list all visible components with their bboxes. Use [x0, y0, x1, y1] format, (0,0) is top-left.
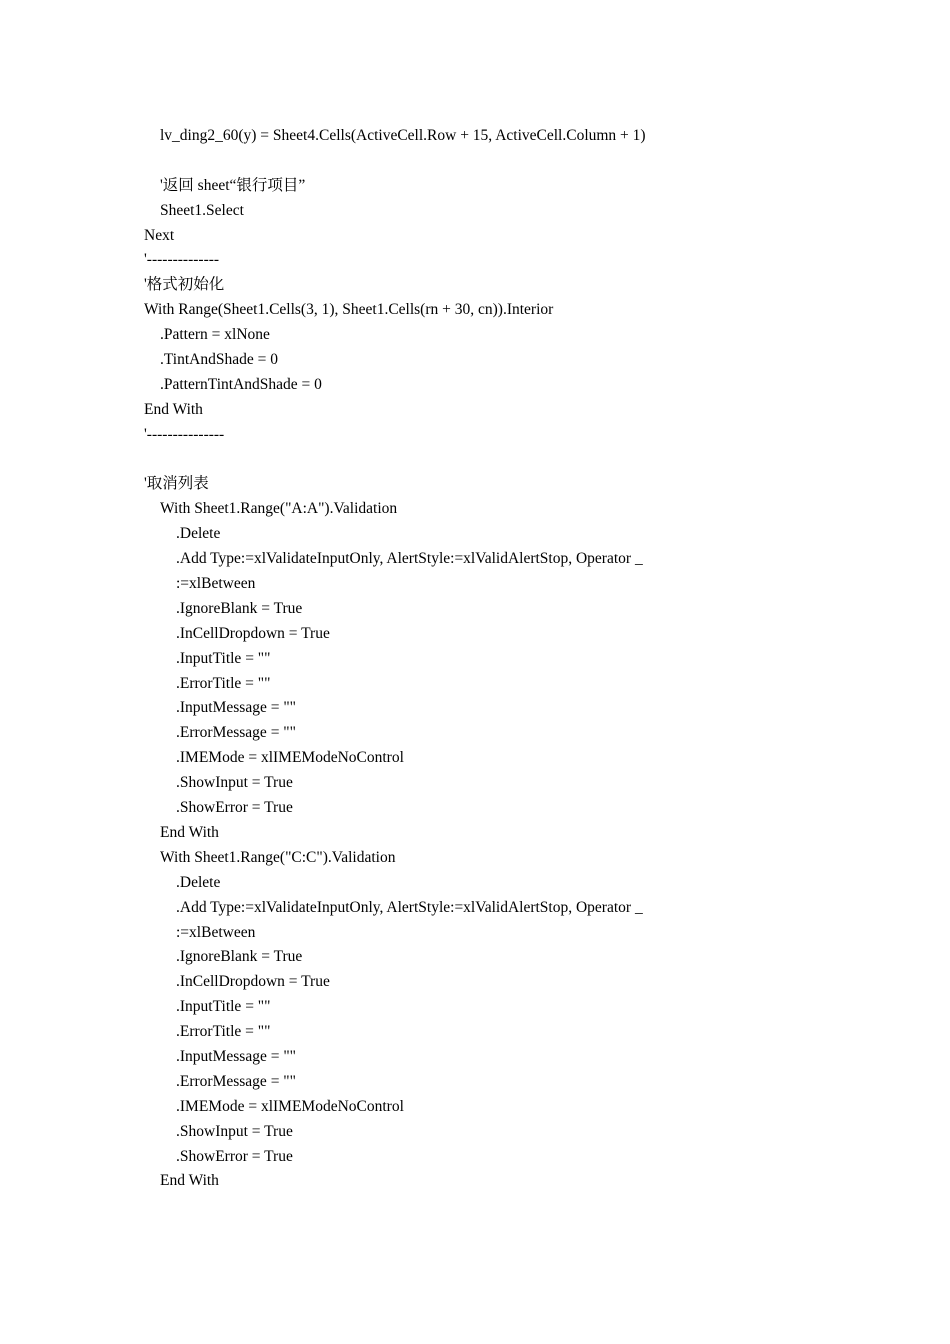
code-line: .InputMessage = ""	[176, 1047, 296, 1065]
code-line: .IMEMode = xlIMEModeNoControl	[176, 1097, 404, 1115]
code-line: '---------------	[144, 425, 225, 443]
code-line: .Add Type:=xlValidateInputOnly, AlertStyle:=xlValidAlertStop, Operator _	[176, 550, 643, 568]
code-line: .IgnoreBlank = True	[176, 599, 303, 617]
blank-line	[144, 149, 844, 174]
code-line: .Pattern = xlNone	[160, 326, 270, 344]
code-line: End With	[160, 1172, 219, 1190]
code-line: .ShowError = True	[176, 1147, 293, 1165]
code-line: End With	[160, 823, 219, 841]
code-line: :=xlBetween	[176, 923, 256, 941]
code-line: .InCellDropdown = True	[176, 624, 330, 642]
code-line: .ShowInput = True	[176, 1122, 293, 1140]
code-line: .Add Type:=xlValidateInputOnly, AlertStyle:=xlValidAlertStop, Operator _	[176, 898, 643, 916]
code-line: Next	[144, 226, 175, 244]
code-line: .ErrorMessage = ""	[176, 724, 296, 742]
code-line: .ShowInput = True	[176, 774, 293, 792]
code-line: .TintAndShade = 0	[160, 351, 278, 369]
code-line: End With	[144, 400, 203, 418]
code-line: .ErrorTitle = ""	[176, 674, 271, 692]
code-listing	[144, 124, 844, 1194]
code-line: .InputMessage = ""	[176, 699, 296, 717]
code-line: .PatternTintAndShade = 0	[160, 375, 322, 393]
blank-line	[144, 448, 844, 473]
code-line: .InputTitle = ""	[176, 998, 271, 1016]
code-line: .IMEMode = xlIMEModeNoControl	[176, 749, 404, 767]
code-line: .IgnoreBlank = True	[176, 948, 303, 966]
code-line: With Sheet1.Range("A:A").Validation	[160, 500, 398, 518]
code-line: .ErrorTitle = ""	[176, 1023, 271, 1041]
code-line: Sheet1.Select	[160, 201, 244, 219]
code-line: With Sheet1.Range("C:C").Validation	[160, 848, 396, 866]
code-line: .InputTitle = ""	[176, 649, 271, 667]
code-line: .Delete	[176, 873, 221, 891]
code-line: '返回 sheet“银行项目”	[160, 176, 306, 194]
code-line: '--------------	[144, 251, 220, 269]
code-line: .Delete	[176, 525, 221, 543]
code-line: .InCellDropdown = True	[176, 973, 330, 991]
code-line: '取消列表	[144, 475, 209, 493]
code-line: '格式初始化	[144, 276, 225, 294]
code-line: :=xlBetween	[176, 575, 256, 593]
code-line: With Range(Sheet1.Cells(3, 1), Sheet1.Cells(rn + 30, cn)).Interior	[144, 301, 554, 319]
code-line: lv_ding2_60(y) = Sheet4.Cells(ActiveCell.Row + 15, ActiveCell.Column + 1)	[160, 127, 646, 144]
code-line: .ShowError = True	[176, 799, 293, 817]
code-line: .ErrorMessage = ""	[176, 1072, 296, 1090]
